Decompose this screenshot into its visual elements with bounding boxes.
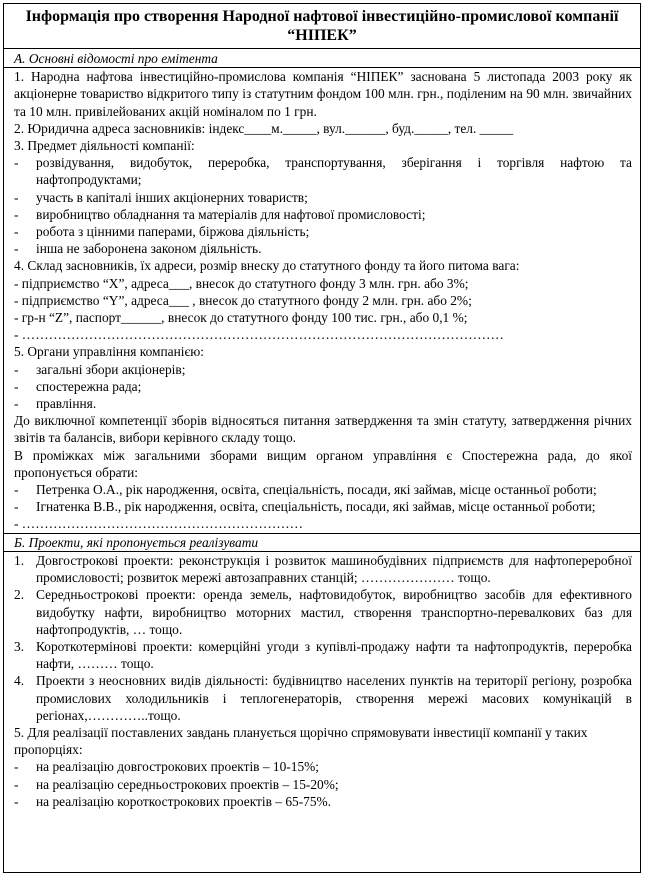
candidates-list xyxy=(14,481,632,533)
activity-list xyxy=(14,154,632,257)
paragraph-legal-address: 2. Юридична адреса засновників: індекс____м._____, вул.______, буд._____, тел. _____ xyxy=(14,120,514,136)
list-item: 3. Короткотермінові проекти: комерційні угоди з купівлі-продажу нафти та нафтопродуктів, переробка нафти, ……… тощо. xyxy=(14,638,632,672)
list-item: - спостережна рада; xyxy=(14,378,142,394)
paragraph-governance: 5. Органи управління компанією: xyxy=(14,344,204,360)
list-item: - виробництво обладнання та матеріалів для нафтової промисловості; xyxy=(14,206,426,222)
list-item-ellipsis: - ……………………………………………………………………………………………… xyxy=(14,327,504,343)
paragraph-activity-subject: 3. Предмет діяльності компанії: xyxy=(14,138,195,154)
section-a-heading: А. Основні відомості про емітента xyxy=(4,50,640,68)
list-item-ellipsis: - ……………………………………………………… xyxy=(14,516,304,532)
document-title: Інформація про створення Народної нафтової інвестиційно-промислової компанії “НІПЕК” xyxy=(4,4,640,49)
paragraph-competence: До виключної компетенції зборів відносяться питання затвердження та змін статуту, затвердження річних звітів та балансів, вибори керівного складу тощо. xyxy=(14,413,632,446)
paragraph-founders: 4. Склад засновників, їх адреси, розмір внеску до статутного фонду та його питома вага: xyxy=(14,258,520,274)
paragraph-supervisory-board: В проміжках між загальними зборами вищим органом управління є Спостережна рада, до якої пропонується обрати: xyxy=(14,447,632,480)
list-item: - на реалізацію короткострокових проектів – 65-75%. xyxy=(14,793,332,809)
list-item: - гр-н “Z”, паспорт______, внесок до статутного фонду 100 тис. грн., або 0,1 %; xyxy=(14,310,468,326)
list-item: - робота з цінними паперами, біржова діяльність; xyxy=(14,224,310,240)
list-item: - Петренка О.А., рік народження, освіта, спеціальність, посади, які займав, місце останньої роботи; xyxy=(14,482,597,498)
list-item: - участь в капіталі інших акціонерних товариств; xyxy=(14,189,308,205)
list-item: 1. Довгострокові проекти: реконструкція і розвиток машинобудівних підприємств для нафтопереробної промисловості; розвиток мережі автозаправних станцій; ………………… тощо. xyxy=(14,552,632,586)
info-box xyxy=(3,3,641,873)
founders-list xyxy=(14,275,632,344)
list-item: - правління. xyxy=(14,396,97,412)
list-item: - Ігнатенка В.В., рік народження, освіта, спеціальність, посади, які займав, місце останньої роботи; xyxy=(14,499,596,515)
list-item: - підприємство “Y”, адреса___ , внесок до статутного фонду 2 млн. грн. або 2%; xyxy=(14,292,472,308)
list-item: - на реалізацію середньострокових проектів – 15-20%; xyxy=(14,776,339,792)
list-item: - підприємство “X”, адреса___, внесок до статутного фонду 3 млн. грн. або 3%; xyxy=(14,275,469,291)
section-b-heading: Б. Проекти, які пропонується реалізувати xyxy=(4,533,640,552)
list-item: 4. Проекти з неосновних видів діяльності: будівництво населених пунктів на території регіону, розробка промислових холодильників і теплогенераторів, створення мережі масових комунікацій в регіонах,…………..тощо. xyxy=(14,673,632,723)
list-item: - на реалізацію довгострокових проектів – 10-15%; xyxy=(14,759,320,775)
document-content xyxy=(4,49,640,810)
shares-list xyxy=(14,758,632,810)
organs-list xyxy=(14,361,632,413)
list-item: - розвідування, видобуток, переробка, транспортування, зберігання і торгівля нафтою та нафтопродуктами; xyxy=(14,155,632,188)
paragraph-founding: 1. Народна нафтова інвестиційно-промислова компанія “НІПЕК” заснована 5 листопада 2003 року як акціонерне товариство відкритого типу із статутним фондом 100 млн. грн., поділеним на 90 млн. звичайних та 10 млн. привілейованих акцій номіналом по 1 грн. xyxy=(14,69,632,119)
list-item: - загальні збори акціонерів; xyxy=(14,361,186,377)
paragraph-investment-plan: 5. Для реалізації поставлених завдань планується щорічно спрямовувати інвестиції компанії у таких пропорціях: xyxy=(14,724,588,758)
list-item: - інша не заборонена законом діяльність. xyxy=(14,241,262,257)
list-item: 2. Середньострокові проекти: оренда земель, нафтовидобуток, виробництво засобів для ефективного видобутку нафти, виробництво моторних мастил, створення транспортно-перевалкових баз для нафтопродуктів, … тощо. xyxy=(14,587,632,637)
projects-list xyxy=(14,552,632,724)
